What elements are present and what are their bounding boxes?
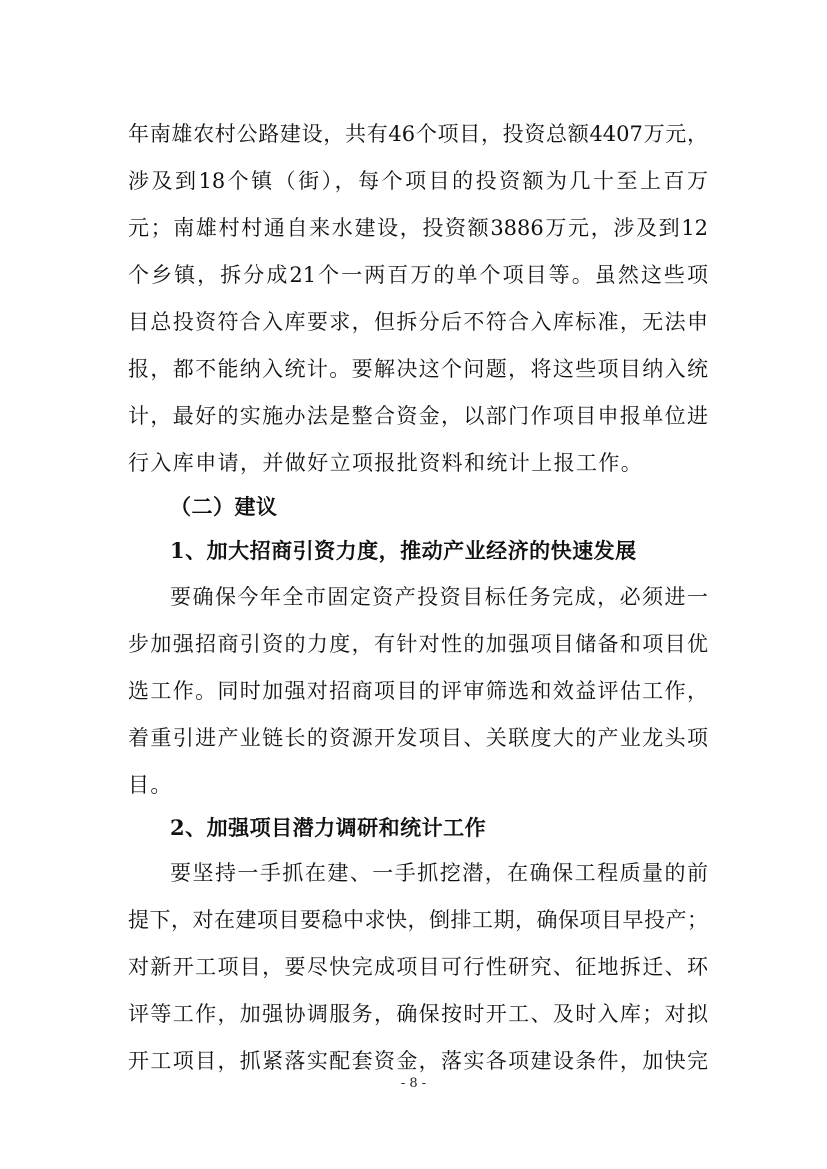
paragraph-line: 要确保今年全市固定资产投资目标任务完成，必须进一 — [170, 585, 708, 609]
paragraph-line: 报，都不能纳入统计。要解决这个问题，将这些项目纳入统 — [128, 357, 708, 381]
paragraph-line: 行入库申请，并做好立项报批资料和统计上报工作。 — [128, 451, 644, 475]
paragraph-line: 对新开工项目，要尽快完成项目可行性研究、征地拆迁、环 — [128, 955, 708, 979]
subsection-heading: 1、加大招商引资力度，推动产业经济的快速发展 — [170, 538, 637, 563]
paragraph-line: 目总投资符合入库要求，但拆分后不符合入库标准，无法申 — [128, 310, 708, 334]
paragraph-line: 提下，对在建项目要稳中求快，倒排工期，确保项目早投产； — [128, 908, 708, 932]
paragraph-line: 着重引进产业链长的资源开发项目、关联度大的产业龙头项 — [128, 726, 708, 750]
paragraph-line: 元；南雄村村通自来水建设，投资额3886万元，涉及到12 — [128, 216, 708, 240]
paragraph-line: 要坚持一手抓在建、一手抓挖潜，在确保工程质量的前 — [170, 861, 708, 885]
paragraph-line: 选工作。同时加强对招商项目的评审筛选和效益评估工作， — [128, 679, 708, 703]
paragraph-line: 计，最好的实施办法是整合资金，以部门作项目申报单位进 — [128, 404, 708, 428]
subsection-heading: 2、加强项目潜力调研和统计工作 — [170, 815, 487, 840]
paragraph-line: 开工项目，抓紧落实配套资金，落实各项建设条件，加快完 — [128, 1049, 708, 1073]
paragraph-line: 年南雄农村公路建设，共有46个项目，投资总额4407万元， — [128, 122, 708, 146]
page-number: - 8 - — [400, 1076, 427, 1091]
paragraph-line: 涉及到18个镇（街），每个项目的投资额为几十至上百万 — [128, 169, 708, 193]
paragraph-line: 目。 — [128, 773, 173, 797]
paragraph-line: 步加强招商引资的力度，有针对性的加强项目储备和项目优 — [128, 632, 708, 656]
paragraph-line: 个乡镇，拆分成21个一两百万的单个项目等。虽然这些项 — [128, 263, 708, 287]
section-heading: （二）建议 — [170, 494, 278, 519]
paragraph-line: 评等工作，加强协调服务，确保按时开工、及时入库；对拟 — [128, 1002, 708, 1026]
